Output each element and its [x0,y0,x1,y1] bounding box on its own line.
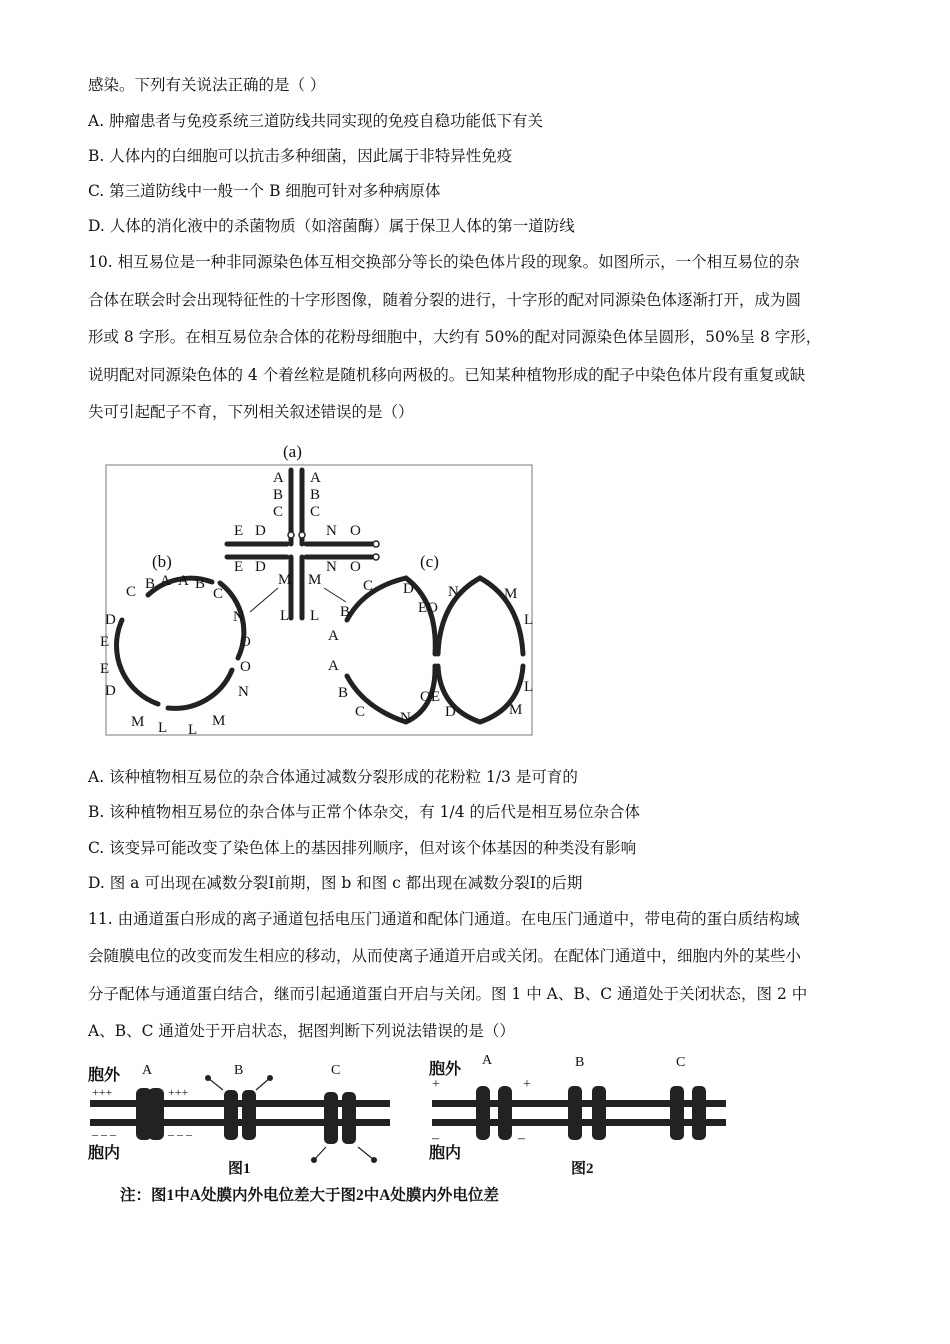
text-line: 感染。下列有关说法正确的是（ ） [88,76,326,94]
question-10-text: 说明配对同源染色体的 4 个着丝粒是随机移向两极的。已知某种植物形成的配子中染色体片段有重复或缺 [88,366,806,384]
svg-text:B: B [195,576,206,592]
svg-text:图1: 图1 [228,1161,251,1177]
svg-text:O: O [350,523,361,539]
svg-text:C: C [363,578,374,594]
svg-text:A: A [178,573,189,589]
option-9c: C. 第三道防线中一般一个 B 细胞可针对多种病原体 [88,182,441,200]
svg-text:胞外: 胞外 [429,1061,462,1078]
svg-text:D: D [255,559,266,575]
label-c: (c) [420,552,439,571]
svg-text:N: N [400,710,411,726]
svg-text:L: L [310,608,320,624]
svg-text:OE: OE [420,689,440,705]
svg-text:M: M [131,714,145,730]
option-9a: A. 肿瘤患者与免疫系统三道防线共同实现的免疫自稳功能低下有关 [88,112,544,130]
svg-text:胞外: 胞外 [88,1067,121,1084]
question-10-text: 失可引起配子不育，下列相关叙述错误的是（） [88,403,414,421]
option-10a: A. 该种植物相互易位的杂合体通过减数分裂形成的花粉粒 1/3 是可育的 [88,768,578,786]
question-10-text: 形或 8 字形。在相互易位杂合体的花粉母细胞中，大约有 50%的配对同源染色体呈圆形，50%呈 8 字形， [88,328,822,346]
svg-text:B: B [273,487,284,503]
svg-text:E: E [234,559,244,575]
svg-text:C: C [273,504,284,520]
svg-text:– – –: – – – [92,1127,116,1141]
svg-text:L: L [524,679,534,695]
question-11-text: 会随膜电位的改变而发生相应的移动，从而使离子通道开启或关闭。在配体门通道中，细胞内外的某些小 [88,947,802,965]
svg-text:E: E [100,634,110,650]
svg-text:N: N [238,684,249,700]
svg-text:–: – [432,1131,439,1146]
question-11-text: 分子配体与通道蛋白结合，继而引起通道蛋白开启与关闭。图 1 中 A、B、C 通道处于关闭状态，图 2 中 [88,985,808,1003]
option-10c: C. 该变异可能改变了染色体上的基因排列顺序，但对该个体基因的种类没有影响 [88,839,637,857]
svg-text:–: – [518,1131,525,1146]
svg-text:N: N [326,559,337,575]
svg-text:A: A [273,470,284,486]
svg-text:M: M [509,702,523,718]
svg-text:B: B [340,604,351,620]
svg-text:A: A [310,470,321,486]
svg-text:胞内: 胞内 [429,1145,462,1162]
svg-text:D: D [403,581,414,597]
question-10-text: 10. 相互易位是一种非同源染色体互相交换部分等长的染色体片段的现象。如图所示，一个相互易位的杂 [88,253,800,271]
option-9d: D. 人体的消化液中的杀菌物质（如溶菌酶）属于保卫人体的第一道防线 [88,217,575,235]
svg-text:O: O [350,559,361,575]
svg-text:+: + [432,1077,440,1092]
svg-text:+++: +++ [92,1085,113,1099]
option-10d: D. 图 a 可出现在减数分裂Ⅰ前期，图 b 和图 c 都出现在减数分裂Ⅰ的后期 [88,874,583,892]
svg-text:B: B [310,487,321,503]
svg-text:D: D [105,612,116,628]
svg-text:N: N [233,609,244,625]
svg-text:L: L [188,722,198,738]
svg-text:A: A [142,1063,153,1078]
svg-text:注：图1中A处膜内外电位差大于图2中A处膜内外电位差: 注：图1中A处膜内外电位差大于图2中A处膜内外电位差 [120,1187,499,1204]
svg-text:D: D [105,683,116,699]
svg-text:C: C [213,586,224,602]
label-b: (b) [152,552,172,571]
svg-text:D: D [445,704,456,720]
svg-text:L: L [524,612,534,628]
svg-text:D: D [255,523,266,539]
question-11-text: 11. 由通道蛋白形成的离子通道包括电压门通道和配体门通道。在电压门通道中，带电荷的蛋白质结构域 [88,910,800,928]
svg-text:C: C [676,1055,686,1070]
svg-text:M: M [308,572,322,588]
question-11-text: A、B、C 通道处于开启状态，据图判断下列说法错误的是（） [88,1022,515,1040]
svg-text:E: E [100,661,110,677]
svg-text:C: C [331,1063,341,1078]
svg-text:+++: +++ [168,1085,189,1099]
svg-text:C: C [126,584,137,600]
svg-text:A: A [482,1053,493,1068]
option-9b: B. 人体内的白细胞可以抗击多种细菌，因此属于非特异性免疫 [88,147,513,165]
svg-text:L: L [158,720,168,736]
svg-text:+: + [523,1077,531,1092]
svg-text:EO: EO [418,600,438,616]
svg-text:B: B [145,576,156,592]
svg-text:A: A [328,658,339,674]
svg-text:M: M [504,586,518,602]
label-a: (a) [283,442,302,461]
translocation-figure [100,440,540,740]
svg-text:L: L [280,608,290,624]
svg-text:A: A [328,628,339,644]
svg-text:图2: 图2 [571,1161,594,1177]
svg-text:B: B [234,1063,244,1078]
svg-text:B: B [575,1055,585,1070]
svg-text:N: N [448,584,459,600]
option-10b: B. 该种植物相互易位的杂合体与正常个体杂交，有 1/4 的后代是相互易位杂合体 [88,803,641,821]
svg-text:O: O [240,634,251,650]
svg-text:– – –: – – – [168,1127,192,1141]
svg-text:B: B [338,685,349,701]
svg-text:胞内: 胞内 [88,1145,121,1162]
svg-text:E: E [234,523,244,539]
svg-text:M: M [278,572,292,588]
ion-channel-figure [86,1052,766,1212]
svg-text:C: C [355,704,366,720]
svg-text:A: A [160,573,171,589]
svg-text:N: N [326,523,337,539]
svg-text:O: O [240,659,251,675]
question-10-text: 合体在联会时会出现特征性的十字形图像，随着分裂的进行，十字形的配对同源染色体逐渐打开，成为圆 [88,291,802,309]
svg-text:C: C [310,504,321,520]
svg-text:M: M [212,713,226,729]
